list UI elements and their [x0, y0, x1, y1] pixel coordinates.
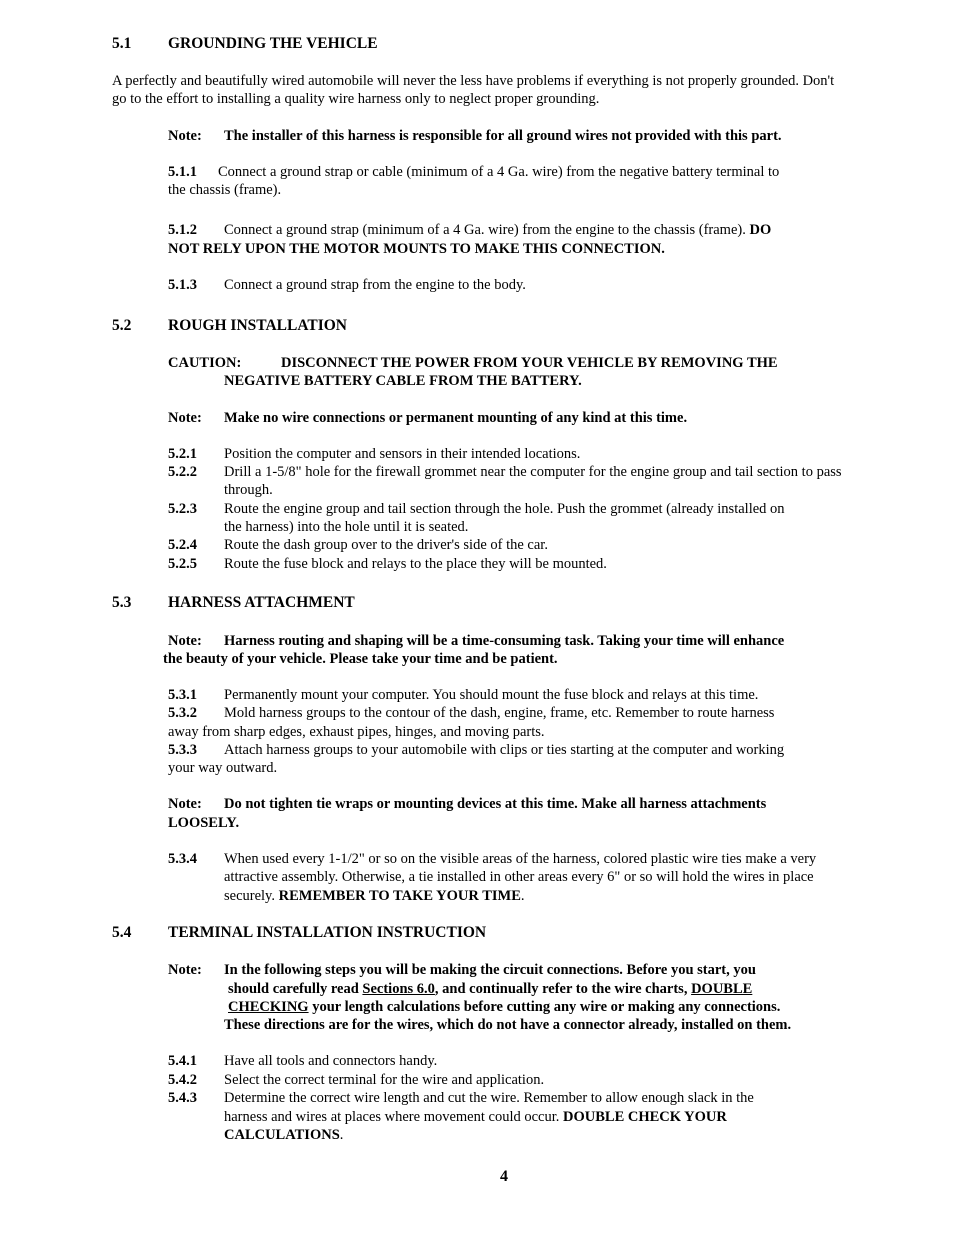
note-text: Make no wire connections or permanent mounting of any kind at this time.	[224, 410, 688, 426]
step-number: 5.4.2	[168, 1072, 197, 1088]
note-text: the beauty of your vehicle. Please take your time and be patient.	[163, 651, 558, 667]
step-number: 5.4.3	[168, 1090, 197, 1106]
step-text: attractive assembly. Otherwise, a tie installed in other areas every 6" or so will hold the wires in place	[224, 869, 814, 885]
paragraph-line: go to the effort to installing a quality wire harness only to neglect proper grounding.	[112, 91, 600, 107]
note-label: Note:	[168, 796, 202, 812]
note-text: The installer of this harness is responsible for all ground wires not provided with this part.	[224, 128, 782, 144]
note-label: Note:	[168, 410, 202, 426]
step-text: Mold harness groups to the contour of the dash, engine, frame, etc. Remember to route harness	[224, 705, 775, 721]
note-text: These directions are for the wires, which do not have a connector already, installed on them.	[224, 1017, 792, 1033]
step-text: harness and wires at places where movement could occur. DOUBLE CHECK YOUR	[224, 1109, 727, 1125]
step-text: Connect a ground strap (minimum of a 4 Ga. wire) from the engine to the chassis (frame). DO	[224, 222, 772, 238]
step-text-bold: NOT RELY UPON THE MOTOR MOUNTS TO MAKE THIS CONNECTION.	[168, 241, 665, 257]
step-text: Determine the correct wire length and cut the wire. Remember to allow enough slack in the	[224, 1090, 754, 1106]
step-number: 5.1.3	[168, 277, 197, 293]
paragraph-line: A perfectly and beautifully wired automobile will never the less have problems if everything is not properly grounded. Don't	[112, 73, 835, 89]
step-text: Connect a ground strap from the engine to the body.	[224, 277, 526, 293]
sections-reference: Sections 6.0	[362, 981, 435, 997]
step-text: CALCULATIONS.	[224, 1127, 344, 1143]
step-number: 5.1.1	[168, 164, 197, 180]
step-number: 5.2.4	[168, 537, 197, 553]
step-number: 5.2.1	[168, 446, 197, 462]
step-number: 5.3.3	[168, 742, 197, 758]
section-title: GROUNDING THE VEHICLE	[168, 35, 378, 52]
step-text: Permanently mount your computer. You should mount the fuse block and relays at this time.	[224, 687, 759, 703]
section-number: 5.3	[112, 594, 132, 611]
step-text: the harness) into the hole until it is seated.	[224, 519, 469, 535]
section-number: 5.2	[112, 317, 132, 334]
step-text: Route the fuse block and relays to the place they will be mounted.	[224, 556, 607, 572]
note-label: Note:	[168, 962, 202, 978]
section-number: 5.1	[112, 35, 132, 52]
step-text: securely. REMEMBER TO TAKE YOUR TIME.	[224, 888, 525, 904]
step-text: Position the computer and sensors in their intended locations.	[224, 446, 581, 462]
step-number: 5.4.1	[168, 1053, 197, 1069]
caution-text: DISCONNECT THE POWER FROM YOUR VEHICLE BY REMOVING THE	[281, 355, 778, 371]
section-number: 5.4	[112, 924, 132, 941]
step-text: Select the correct terminal for the wire and application.	[224, 1072, 545, 1088]
note-text: LOOSELY.	[168, 815, 240, 831]
step-text: Attach harness groups to your automobile with clips or ties starting at the computer and working	[224, 742, 785, 758]
section-title: ROUGH INSTALLATION	[168, 317, 347, 334]
note-label: Note:	[168, 633, 202, 649]
step-text: Route the engine group and tail section through the hole. Push the grommet (already installed on	[224, 501, 785, 517]
step-text: your way outward.	[168, 760, 278, 776]
step-text: away from sharp edges, exhaust pipes, hinges, and moving parts.	[168, 724, 545, 740]
caution-text: NEGATIVE BATTERY CABLE FROM THE BATTERY.	[224, 373, 582, 389]
step-number: 5.3.1	[168, 687, 197, 703]
section-title: TERMINAL INSTALLATION INSTRUCTION	[168, 924, 487, 941]
step-number: 5.3.2	[168, 705, 197, 721]
step-number: 5.2.5	[168, 556, 197, 572]
note-label: Note:	[168, 128, 202, 144]
step-number: 5.3.4	[168, 851, 197, 867]
step-number: 5.1.2	[168, 222, 197, 238]
note-text: CHECKING your length calculations before cutting any wire or making any connections.	[228, 999, 781, 1015]
caution-label: CAUTION:	[168, 355, 242, 371]
step-text: Drill a 1-5/8" hole for the firewall grommet near the computer for the engine group and tail section to pass	[224, 464, 842, 480]
note-text: Do not tighten tie wraps or mounting devices at this time. Make all harness attachments	[224, 796, 767, 812]
step-text: Connect a ground strap or cable (minimum of a 4 Ga. wire) from the negative battery terminal to	[218, 164, 780, 180]
page-number: 4	[500, 1168, 508, 1185]
section-title: HARNESS ATTACHMENT	[168, 594, 355, 611]
note-text: Harness routing and shaping will be a time-consuming task. Taking your time will enhance	[224, 633, 785, 649]
step-text: Have all tools and connectors handy.	[224, 1053, 438, 1069]
step-text: through.	[224, 482, 273, 498]
step-text: the chassis (frame).	[168, 182, 282, 198]
note-text: In the following steps you will be making the circuit connections. Before you start, you	[224, 962, 756, 978]
step-text: When used every 1-1/2" or so on the visible areas of the harness, colored plastic wire ties make a very	[224, 851, 817, 867]
step-number: 5.2.2	[168, 464, 197, 480]
step-text: Route the dash group over to the driver's side of the car.	[224, 537, 548, 553]
step-number: 5.2.3	[168, 501, 197, 517]
note-text: should carefully read Sections 6.0, and continually refer to the wire charts, DOUBLE	[228, 981, 753, 997]
